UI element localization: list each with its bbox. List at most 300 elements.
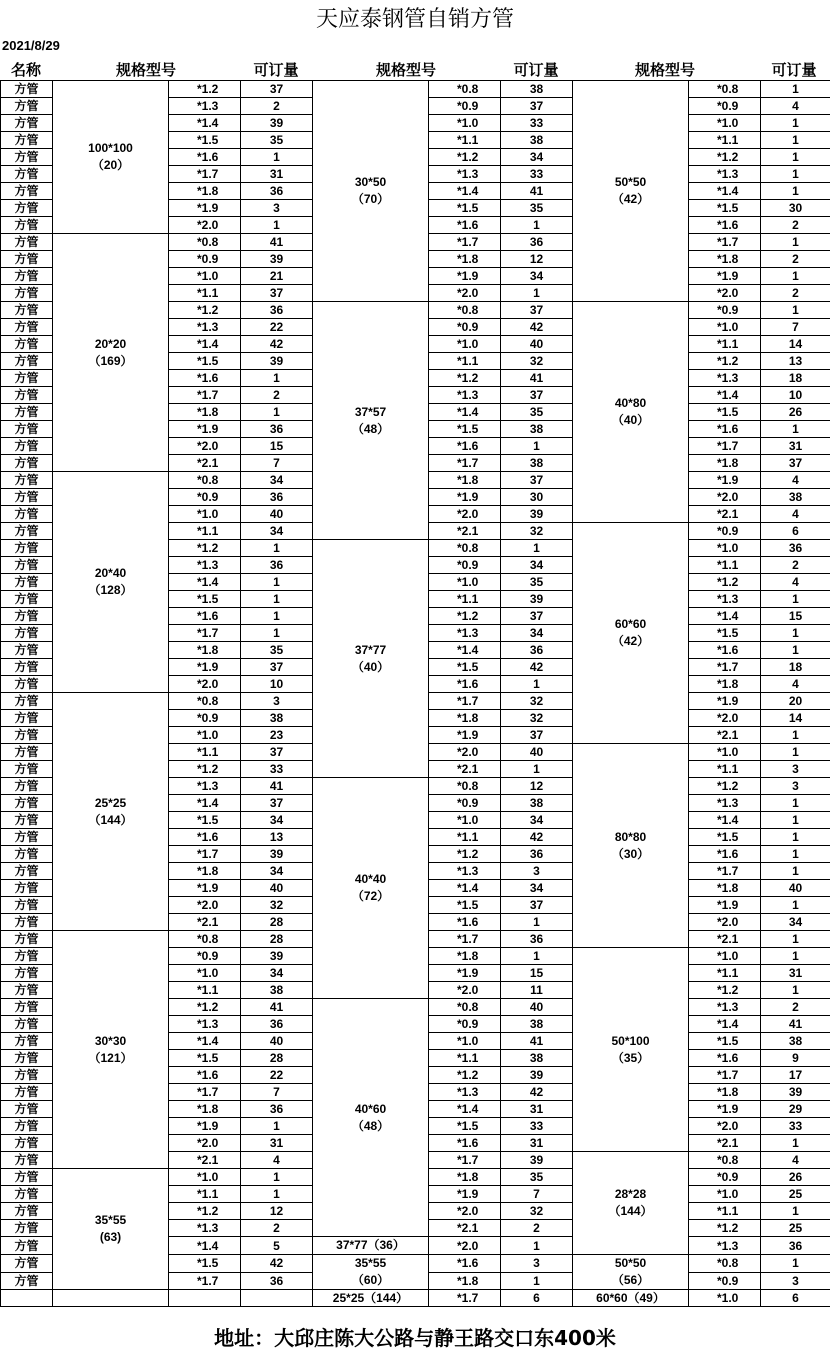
- product-name-cell: 方管: [1, 115, 53, 132]
- spec-size-cell: [573, 81, 689, 302]
- quantity-cell: 1: [501, 948, 573, 965]
- quantity-cell: 1: [761, 812, 830, 829]
- quantity-cell: 37: [501, 897, 573, 914]
- product-name-cell: 方管: [1, 1220, 53, 1237]
- gauge-cell: *2.0: [169, 438, 241, 455]
- quantity-cell: 28: [241, 914, 313, 931]
- spec-size-cell: [53, 81, 169, 234]
- quantity-cell: 32: [501, 1203, 573, 1220]
- quantity-cell: 40: [501, 999, 573, 1016]
- gauge-cell: *0.8: [429, 302, 501, 319]
- quantity-cell: 38: [501, 81, 573, 98]
- gauge-cell: *1.8: [169, 1101, 241, 1118]
- quantity-cell: 34: [241, 812, 313, 829]
- spec-total: （72）: [313, 888, 428, 905]
- gauge-cell: *0.9: [169, 251, 241, 268]
- quantity-cell: 36: [241, 557, 313, 574]
- quantity-cell: 1: [761, 1203, 830, 1220]
- quantity-cell: 34: [241, 523, 313, 540]
- gauge-cell: *1.3: [169, 1016, 241, 1033]
- gauge-cell: *1.2: [689, 778, 761, 795]
- quantity-cell: 1: [761, 166, 830, 183]
- gauge-cell: *1.0: [689, 319, 761, 336]
- spec-total: （40）: [573, 412, 688, 429]
- quantity-cell: 31: [761, 438, 830, 455]
- product-name-cell: 方管: [1, 98, 53, 115]
- gauge-cell: *1.5: [169, 132, 241, 149]
- gauge-cell: *1.1: [169, 982, 241, 999]
- quantity-cell: 1: [241, 540, 313, 557]
- quantity-cell: 2: [761, 217, 830, 234]
- gauge-cell: *0.8: [429, 540, 501, 557]
- spec-size-cell: [313, 302, 429, 540]
- gauge-cell: *1.2: [169, 540, 241, 557]
- quantity-cell: 38: [501, 1050, 573, 1067]
- gauge-cell: *1.2: [169, 1203, 241, 1220]
- gauge-cell: *1.2: [689, 353, 761, 370]
- quantity-cell: 37: [501, 302, 573, 319]
- page-title: 天应泰钢管自销方管: [0, 4, 830, 36]
- gauge-cell: *1.2: [169, 761, 241, 778]
- gauge-cell: *1.7: [429, 693, 501, 710]
- gauge-cell: *1.0: [169, 1169, 241, 1186]
- gauge-cell: *1.7: [429, 1290, 501, 1307]
- empty-cell: [53, 1290, 169, 1307]
- product-name-cell: 方管: [1, 302, 53, 319]
- quantity-cell: 34: [501, 557, 573, 574]
- quantity-cell: 1: [761, 642, 830, 659]
- gauge-cell: *1.5: [689, 829, 761, 846]
- gauge-cell: *1.1: [169, 523, 241, 540]
- product-name-cell: 方管: [1, 693, 53, 710]
- spec-total: （48）: [313, 421, 428, 438]
- product-name-cell: 方管: [1, 523, 53, 540]
- gauge-cell: *1.3: [689, 1237, 761, 1255]
- spec-size: 80*80: [573, 829, 688, 846]
- gauge-cell: *2.0: [689, 1118, 761, 1135]
- gauge-cell: *0.9: [169, 948, 241, 965]
- gauge-cell: *2.0: [169, 676, 241, 693]
- quantity-cell: 1: [761, 846, 830, 863]
- quantity-cell: 38: [501, 421, 573, 438]
- gauge-cell: *0.9: [429, 98, 501, 115]
- spec-size-cell: [53, 234, 169, 472]
- quantity-cell: 39: [241, 353, 313, 370]
- product-name-cell: 方管: [1, 370, 53, 387]
- gauge-cell: *2.0: [429, 982, 501, 999]
- gauge-cell: *1.7: [689, 438, 761, 455]
- product-name-cell: 方管: [1, 404, 53, 421]
- quantity-cell: 31: [241, 166, 313, 183]
- quantity-cell: 4: [761, 574, 830, 591]
- gauge-cell: *1.6: [689, 217, 761, 234]
- quantity-cell: 35: [501, 1169, 573, 1186]
- gauge-cell: *1.4: [169, 336, 241, 353]
- quantity-cell: 1: [241, 591, 313, 608]
- spec-size-cell: [573, 1255, 689, 1290]
- quantity-cell: 12: [501, 778, 573, 795]
- product-name-cell: 方管: [1, 132, 53, 149]
- gauge-cell: *1.9: [169, 421, 241, 438]
- gauge-cell: *1.5: [169, 1255, 241, 1273]
- gauge-cell: *1.8: [689, 455, 761, 472]
- quantity-cell: 36: [241, 183, 313, 200]
- gauge-cell: *2.1: [169, 914, 241, 931]
- gauge-cell: *2.0: [429, 744, 501, 761]
- quantity-cell: 40: [241, 880, 313, 897]
- gauge-cell: *1.2: [169, 302, 241, 319]
- product-name-cell: 方管: [1, 914, 53, 931]
- quantity-cell: 2: [241, 1220, 313, 1237]
- spec-size: 50*100: [573, 1033, 688, 1050]
- quantity-cell: 3: [501, 863, 573, 880]
- quantity-cell: 1: [501, 1237, 573, 1255]
- gauge-cell: *2.0: [169, 897, 241, 914]
- quantity-cell: 4: [761, 676, 830, 693]
- gauge-cell: *0.9: [689, 98, 761, 115]
- gauge-cell: *0.9: [169, 489, 241, 506]
- gauge-cell: *1.2: [429, 846, 501, 863]
- gauge-cell: *1.1: [689, 965, 761, 982]
- quantity-cell: 23: [241, 727, 313, 744]
- quantity-cell: 35: [501, 200, 573, 217]
- gauge-cell: *1.2: [689, 982, 761, 999]
- quantity-cell: 42: [501, 319, 573, 336]
- spec-size-cell: [313, 999, 429, 1237]
- table-row-summary: [1, 1290, 830, 1307]
- product-name-cell: 方管: [1, 336, 53, 353]
- quantity-cell: 3: [241, 200, 313, 217]
- product-name-cell: 方管: [1, 438, 53, 455]
- quantity-cell: 18: [761, 659, 830, 676]
- gauge-cell: *1.3: [689, 795, 761, 812]
- quantity-cell: 1: [761, 863, 830, 880]
- gauge-cell: *1.0: [689, 115, 761, 132]
- gauge-cell: *1.0: [429, 1033, 501, 1050]
- quantity-cell: 39: [501, 1067, 573, 1084]
- quantity-cell: 18: [761, 370, 830, 387]
- gauge-cell: *1.7: [689, 659, 761, 676]
- quantity-cell: 7: [241, 1084, 313, 1101]
- gauge-cell: *0.9: [689, 302, 761, 319]
- quantity-cell: 5: [241, 1237, 313, 1255]
- product-name-cell: 方管: [1, 81, 53, 98]
- quantity-cell: 38: [501, 1016, 573, 1033]
- quantity-cell: 33: [501, 1118, 573, 1135]
- quantity-cell: 2: [761, 557, 830, 574]
- gauge-cell: *1.9: [689, 472, 761, 489]
- quantity-cell: 1: [501, 540, 573, 557]
- spec-size-cell: [313, 81, 429, 302]
- quantity-cell: 41: [241, 234, 313, 251]
- quantity-cell: 4: [761, 506, 830, 523]
- quantity-cell: 2: [761, 999, 830, 1016]
- gauge-cell: *1.7: [429, 931, 501, 948]
- gauge-cell: *2.1: [689, 506, 761, 523]
- gauge-cell: *1.9: [169, 1118, 241, 1135]
- gauge-cell: *1.6: [689, 846, 761, 863]
- gauge-cell: *1.1: [429, 353, 501, 370]
- quantity-cell: 34: [501, 812, 573, 829]
- quantity-cell: 2: [761, 285, 830, 302]
- spec-size-cell: [573, 523, 689, 744]
- spec-size: 25*25: [53, 795, 168, 812]
- quantity-cell: 28: [241, 1050, 313, 1067]
- quantity-cell: 1: [761, 744, 830, 761]
- gauge-cell: *1.4: [429, 642, 501, 659]
- gauge-cell: *1.3: [169, 319, 241, 336]
- product-name-cell: 方管: [1, 200, 53, 217]
- gauge-cell: *1.8: [429, 1272, 501, 1290]
- gauge-cell: *1.0: [169, 727, 241, 744]
- gauge-cell: *1.8: [169, 404, 241, 421]
- gauge-cell: *1.8: [689, 1084, 761, 1101]
- quantity-cell: 1: [501, 285, 573, 302]
- quantity-cell: 37: [761, 455, 830, 472]
- gauge-cell: *0.8: [689, 81, 761, 98]
- product-name-cell: 方管: [1, 285, 53, 302]
- header-name: 名称: [0, 59, 52, 79]
- gauge-cell: *1.7: [689, 863, 761, 880]
- empty-cell: [241, 1290, 313, 1307]
- gauge-cell: *1.6: [689, 642, 761, 659]
- quantity-cell: 1: [761, 591, 830, 608]
- quantity-cell: 26: [761, 1169, 830, 1186]
- quantity-cell: 39: [501, 506, 573, 523]
- product-name-cell: 方管: [1, 166, 53, 183]
- quantity-cell: 1: [761, 302, 830, 319]
- product-name-cell: 方管: [1, 897, 53, 914]
- spec-total: （128）: [53, 582, 168, 599]
- quantity-cell: 11: [501, 982, 573, 999]
- quantity-cell: 39: [501, 1152, 573, 1169]
- gauge-cell: *1.0: [429, 336, 501, 353]
- quantity-cell: 1: [761, 149, 830, 166]
- quantity-cell: 30: [501, 489, 573, 506]
- gauge-cell: *1.8: [169, 183, 241, 200]
- gauge-cell: *1.2: [429, 608, 501, 625]
- product-name-cell: 方管: [1, 863, 53, 880]
- gauge-cell: *2.0: [689, 710, 761, 727]
- gauge-cell: *1.5: [689, 404, 761, 421]
- gauge-cell: *1.8: [429, 710, 501, 727]
- gauge-cell: *1.1: [429, 132, 501, 149]
- gauge-cell: *1.8: [689, 880, 761, 897]
- gauge-cell: *1.4: [689, 1016, 761, 1033]
- quantity-cell: 2: [761, 251, 830, 268]
- gauge-cell: *1.8: [169, 642, 241, 659]
- gauge-cell: *1.4: [169, 115, 241, 132]
- gauge-cell: *1.9: [689, 268, 761, 285]
- product-name-cell: 方管: [1, 472, 53, 489]
- gauge-cell: *1.1: [689, 336, 761, 353]
- gauge-cell: *1.3: [169, 1220, 241, 1237]
- quantity-cell: 10: [761, 387, 830, 404]
- product-name-cell: 方管: [1, 744, 53, 761]
- quantity-cell: 38: [501, 132, 573, 149]
- spec-size-cell: 60*60（49）: [573, 1290, 689, 1307]
- quantity-cell: 32: [501, 693, 573, 710]
- quantity-cell: 3: [501, 1255, 573, 1273]
- spec-size-cell: [573, 1152, 689, 1255]
- gauge-cell: *1.3: [429, 863, 501, 880]
- quantity-cell: 25: [761, 1186, 830, 1203]
- gauge-cell: *1.8: [429, 251, 501, 268]
- product-name-cell: 方管: [1, 1084, 53, 1101]
- quantity-cell: 26: [761, 404, 830, 421]
- gauge-cell: *2.0: [429, 285, 501, 302]
- quantity-cell: 31: [501, 1135, 573, 1152]
- product-name-cell: 方管: [1, 999, 53, 1016]
- product-name-cell: 方管: [1, 642, 53, 659]
- product-name-cell: 方管: [1, 1237, 53, 1255]
- gauge-cell: *1.6: [429, 1255, 501, 1273]
- quantity-cell: 42: [501, 1084, 573, 1101]
- spec-size-cell: [53, 693, 169, 931]
- gauge-cell: *0.9: [429, 319, 501, 336]
- spec-size: 40*40: [313, 871, 428, 888]
- quantity-cell: 38: [241, 982, 313, 999]
- gauge-cell: *1.2: [689, 574, 761, 591]
- product-name-cell: 方管: [1, 183, 53, 200]
- spec-total: （35）: [573, 1050, 688, 1067]
- quantity-cell: 33: [761, 1118, 830, 1135]
- spec-size: 37*77: [313, 642, 428, 659]
- quantity-cell: 1: [241, 625, 313, 642]
- product-name-cell: 方管: [1, 1169, 53, 1186]
- quantity-cell: 4: [241, 1152, 313, 1169]
- gauge-cell: *1.3: [689, 591, 761, 608]
- gauge-cell: *1.8: [429, 948, 501, 965]
- gauge-cell: *1.0: [169, 506, 241, 523]
- spec-size-cell: [53, 472, 169, 693]
- gauge-cell: *1.1: [689, 557, 761, 574]
- header-qty-2: 可订量: [500, 59, 572, 79]
- quantity-cell: 39: [241, 948, 313, 965]
- quantity-cell: 38: [501, 795, 573, 812]
- gauge-cell: *1.9: [169, 200, 241, 217]
- quantity-cell: 37: [241, 744, 313, 761]
- gauge-cell: *2.1: [169, 455, 241, 472]
- spec-total: （40）: [313, 659, 428, 676]
- gauge-cell: *1.1: [689, 132, 761, 149]
- gauge-cell: *1.1: [429, 829, 501, 846]
- product-name-cell: 方管: [1, 268, 53, 285]
- product-name-cell: 方管: [1, 489, 53, 506]
- quantity-cell: 38: [761, 489, 830, 506]
- quantity-cell: 40: [501, 744, 573, 761]
- product-name-cell: 方管: [1, 1101, 53, 1118]
- product-name-cell: 方管: [1, 880, 53, 897]
- header-qty-1: 可订量: [240, 59, 312, 79]
- product-name-cell: 方管: [1, 557, 53, 574]
- quantity-cell: 3: [761, 778, 830, 795]
- quantity-cell: 31: [761, 965, 830, 982]
- quantity-cell: 37: [241, 285, 313, 302]
- gauge-cell: *2.0: [429, 1237, 501, 1255]
- gauge-cell: *1.0: [689, 1290, 761, 1307]
- quantity-cell: 36: [501, 931, 573, 948]
- quantity-cell: 31: [501, 1101, 573, 1118]
- gauge-cell: *1.0: [429, 812, 501, 829]
- gauge-cell: *1.5: [429, 897, 501, 914]
- gauge-cell: *1.2: [429, 1067, 501, 1084]
- spec-size: 37*57: [313, 404, 428, 421]
- gauge-cell: *1.1: [689, 761, 761, 778]
- quantity-cell: 1: [761, 234, 830, 251]
- gauge-cell: *1.0: [689, 948, 761, 965]
- quantity-cell: 32: [501, 353, 573, 370]
- quantity-cell: 42: [241, 1255, 313, 1273]
- product-name-cell: 方管: [1, 676, 53, 693]
- spec-size: 50*50: [573, 1255, 688, 1272]
- gauge-cell: *1.0: [689, 1186, 761, 1203]
- product-name-cell: 方管: [1, 982, 53, 999]
- product-name-cell: 方管: [1, 1135, 53, 1152]
- gauge-cell: *1.9: [689, 1101, 761, 1118]
- gauge-cell: *1.2: [429, 149, 501, 166]
- quantity-cell: 41: [241, 778, 313, 795]
- quantity-cell: 33: [501, 115, 573, 132]
- gauge-cell: *1.6: [429, 217, 501, 234]
- gauge-cell: *1.5: [169, 353, 241, 370]
- gauge-cell: *1.5: [689, 1033, 761, 1050]
- gauge-cell: *1.0: [169, 965, 241, 982]
- product-name-cell: 方管: [1, 812, 53, 829]
- quantity-cell: 1: [501, 438, 573, 455]
- quantity-cell: 34: [761, 914, 830, 931]
- table-row: [1, 81, 830, 98]
- quantity-cell: 1: [761, 948, 830, 965]
- quantity-cell: 32: [501, 710, 573, 727]
- gauge-cell: *2.1: [429, 1220, 501, 1237]
- product-name-cell: 方管: [1, 710, 53, 727]
- gauge-cell: *0.8: [689, 1255, 761, 1273]
- quantity-cell: 35: [241, 642, 313, 659]
- product-name-cell: 方管: [1, 829, 53, 846]
- gauge-cell: *1.0: [429, 115, 501, 132]
- quantity-cell: 1: [761, 268, 830, 285]
- gauge-cell: *1.1: [429, 591, 501, 608]
- quantity-cell: 1: [761, 795, 830, 812]
- gauge-cell: *0.8: [169, 472, 241, 489]
- product-name-cell: 方管: [1, 659, 53, 676]
- product-name-cell: 方管: [1, 948, 53, 965]
- quantity-cell: 36: [241, 421, 313, 438]
- gauge-cell: *1.5: [429, 421, 501, 438]
- gauge-cell: *0.8: [169, 693, 241, 710]
- product-name-cell: 方管: [1, 1186, 53, 1203]
- quantity-cell: 32: [501, 523, 573, 540]
- quantity-cell: 40: [501, 336, 573, 353]
- quantity-cell: 1: [501, 914, 573, 931]
- quantity-cell: 1: [501, 1272, 573, 1290]
- quantity-cell: 36: [241, 489, 313, 506]
- spec-total: (63): [53, 1229, 168, 1246]
- spec-size: 30*50: [313, 174, 428, 191]
- quantity-cell: 13: [241, 829, 313, 846]
- header-spec-3: 规格型号: [572, 59, 758, 79]
- spec-total: （121）: [53, 1050, 168, 1067]
- gauge-cell: *0.9: [429, 1016, 501, 1033]
- gauge-cell: *1.6: [429, 676, 501, 693]
- quantity-cell: 1: [761, 829, 830, 846]
- quantity-cell: 2: [241, 387, 313, 404]
- gauge-cell: *1.3: [169, 98, 241, 115]
- quantity-cell: 17: [761, 1067, 830, 1084]
- quantity-cell: 6: [761, 1290, 830, 1307]
- gauge-cell: *1.0: [429, 574, 501, 591]
